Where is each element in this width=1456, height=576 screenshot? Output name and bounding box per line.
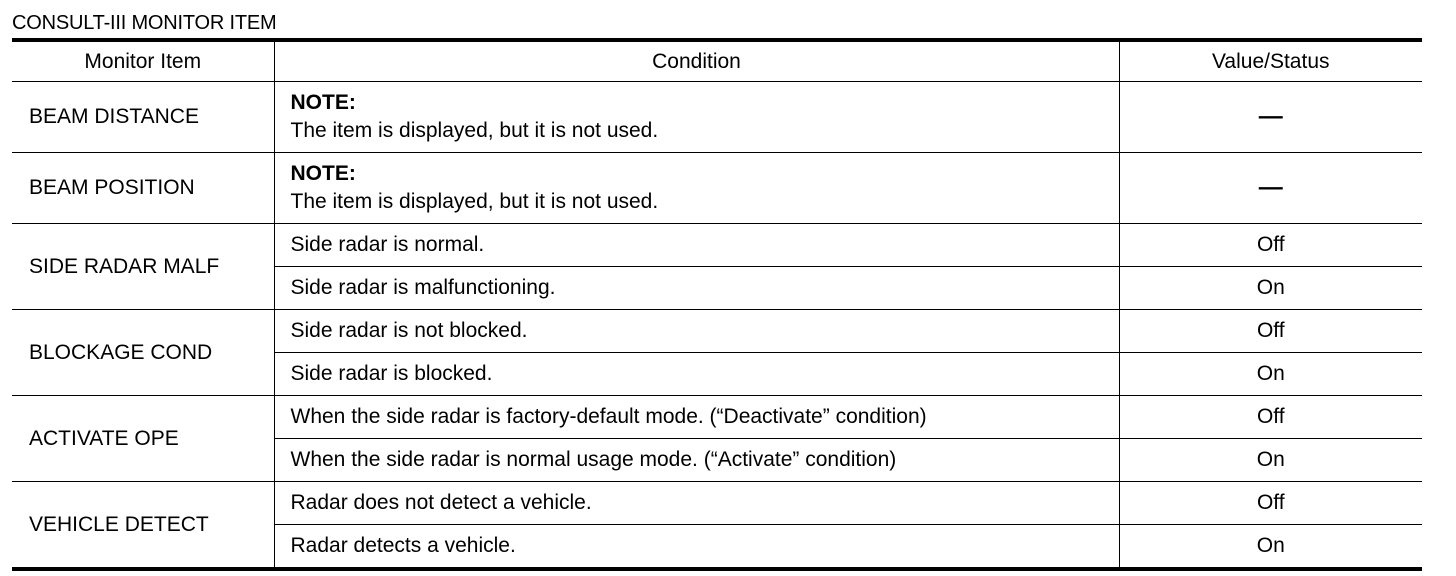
table-header-row bbox=[12, 40, 1422, 82]
table-row bbox=[12, 153, 1422, 224]
condition-cell: Side radar is blocked. bbox=[274, 353, 1119, 396]
condition-cell: Side radar is not blocked. bbox=[274, 310, 1119, 353]
column-header-monitor-item: Monitor Item bbox=[12, 40, 274, 82]
column-header-condition: Condition bbox=[274, 40, 1119, 82]
monitor-item-table bbox=[12, 38, 1422, 571]
table-row bbox=[12, 482, 1422, 525]
condition-cell bbox=[274, 82, 1119, 153]
monitor-item-cell: BEAM POSITION bbox=[12, 153, 274, 224]
condition-cell: Side radar is normal. bbox=[274, 224, 1119, 267]
monitor-item-cell: ACTIVATE OPE bbox=[12, 396, 274, 482]
monitor-item-cell: VEHICLE DETECT bbox=[12, 482, 274, 570]
condition-cell: Side radar is malfunctioning. bbox=[274, 267, 1119, 310]
value-cell: On bbox=[1119, 267, 1422, 310]
condition-cell bbox=[274, 153, 1119, 224]
value-cell: On bbox=[1119, 353, 1422, 396]
condition-cell: Radar detects a vehicle. bbox=[274, 525, 1119, 570]
value-cell: Off bbox=[1119, 224, 1422, 267]
monitor-item-cell: BEAM DISTANCE bbox=[12, 82, 274, 153]
value-cell bbox=[1119, 82, 1422, 153]
table-row bbox=[12, 224, 1422, 267]
value-cell bbox=[1119, 153, 1422, 224]
condition-cell: When the side radar is normal usage mode. (“Activate” condition) bbox=[274, 439, 1119, 482]
monitor-item-cell: BLOCKAGE COND bbox=[12, 310, 274, 396]
note-text: The item is displayed, but it is not used. bbox=[290, 119, 659, 142]
column-header-value-status: Value/Status bbox=[1119, 40, 1422, 82]
value-text: — bbox=[1258, 174, 1283, 201]
table-row bbox=[12, 82, 1422, 153]
value-text: — bbox=[1258, 103, 1283, 130]
condition-cell: Radar does not detect a vehicle. bbox=[274, 482, 1119, 525]
table-row bbox=[12, 396, 1422, 439]
value-cell: Off bbox=[1119, 396, 1422, 439]
note-text: The item is displayed, but it is not used. bbox=[290, 190, 659, 213]
note-label: NOTE: bbox=[290, 162, 356, 185]
page-title: CONSULT-III MONITOR ITEM bbox=[12, 12, 277, 34]
value-cell: Off bbox=[1119, 310, 1422, 353]
value-cell: On bbox=[1119, 439, 1422, 482]
monitor-item-cell: SIDE RADAR MALF bbox=[12, 224, 274, 310]
condition-cell: When the side radar is factory-default mode. (“Deactivate” condition) bbox=[274, 396, 1119, 439]
value-cell: On bbox=[1119, 525, 1422, 570]
value-cell: Off bbox=[1119, 482, 1422, 525]
note-label: NOTE: bbox=[290, 91, 356, 114]
table-row bbox=[12, 310, 1422, 353]
